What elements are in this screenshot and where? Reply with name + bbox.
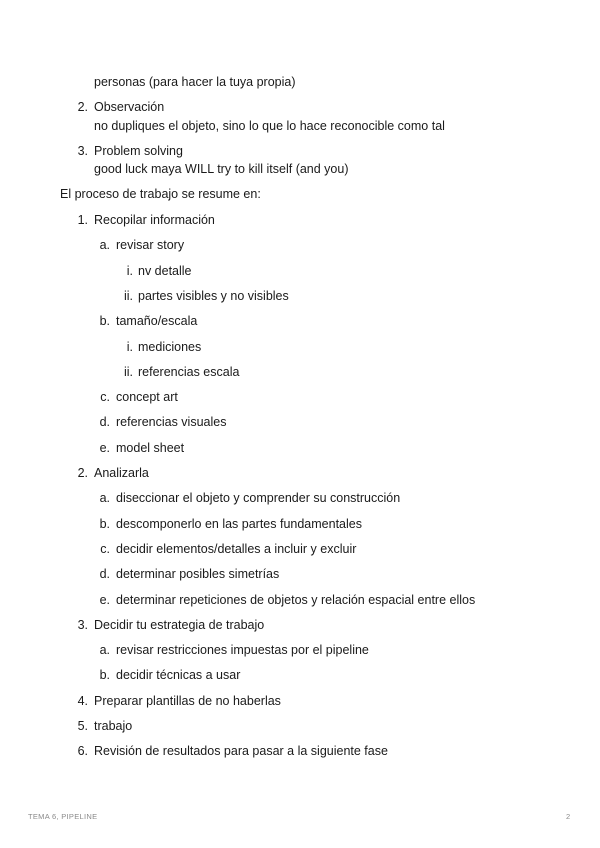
process-item-text: referencias visuales — [116, 415, 227, 429]
process-item-number: a. — [99, 238, 110, 252]
list-number: 2. — [77, 100, 88, 114]
process-heading: El proceso de trabajo se resume en: — [60, 187, 261, 201]
process-item-text: model sheet — [116, 441, 185, 455]
process-item-text: revisar story — [116, 238, 185, 252]
process-item-number: 2. — [77, 466, 88, 480]
list-item-title: Observación — [94, 100, 165, 114]
process-item-text: determinar posibles simetrías — [116, 567, 280, 581]
process-item-text: decidir técnicas a usar — [116, 668, 241, 682]
list-item-title: Problem solving — [94, 144, 183, 158]
process-item-number: a. — [99, 491, 110, 505]
process-item-number: 1. — [77, 213, 88, 227]
process-item-text: concept art — [116, 390, 178, 404]
process-item-number: 4. — [77, 694, 88, 708]
continuation-text: personas (para hacer la tuya propia) — [94, 75, 296, 89]
process-item-text: Revisión de resultados para pasar a la siguiente fase — [94, 744, 388, 758]
process-item-text: nv detalle — [138, 264, 192, 278]
process-item-number: ii. — [123, 289, 133, 303]
process-item-text: tamaño/escala — [116, 314, 198, 328]
process-item-number: c. — [100, 390, 110, 404]
process-item-text: revisar restricciones impuestas por el pipeline — [116, 643, 369, 657]
process-item-text: Preparar plantillas de no haberlas — [94, 694, 281, 708]
list-number: 3. — [77, 144, 88, 158]
process-item-number: d. — [99, 415, 110, 429]
process-item-text: Decidir tu estrategia de trabajo — [94, 618, 265, 632]
process-item-number: b. — [99, 314, 110, 328]
footer-title: TEMA 6, PIPELINE — [28, 812, 98, 821]
list-item-description: no dupliques el objeto, sino lo que lo hace reconocible como tal — [94, 119, 445, 133]
process-item-number: b. — [99, 668, 110, 682]
process-item-number: 6. — [77, 744, 88, 758]
process-item-text: mediciones — [138, 340, 202, 354]
process-item-text: referencias escala — [138, 365, 240, 379]
process-item-text: Recopilar información — [94, 213, 215, 227]
process-item-text: Analizarla — [94, 466, 149, 480]
process-item-number: 5. — [77, 719, 88, 733]
process-item-text: descomponerlo en las partes fundamentales — [116, 517, 362, 531]
process-item-number: e. — [99, 441, 110, 455]
process-item-text: determinar repeticiones de objetos y relación espacial entre ellos — [116, 593, 476, 607]
page-number: 2 — [566, 812, 571, 821]
process-item-text: trabajo — [94, 719, 133, 733]
process-item-number: 3. — [77, 618, 88, 632]
list-item-description: good luck maya WILL try to kill itself (and you) — [94, 162, 349, 176]
process-item-number: i. — [126, 264, 133, 278]
process-item-text: diseccionar el objeto y comprender su construcción — [116, 491, 401, 505]
process-item-text: partes visibles y no visibles — [138, 289, 289, 303]
process-item-text: decidir elementos/detalles a incluir y excluir — [116, 542, 357, 556]
process-item-number: c. — [100, 542, 110, 556]
process-item-number: a. — [99, 643, 110, 657]
process-item-number: e. — [99, 593, 110, 607]
process-item-number: ii. — [123, 365, 133, 379]
process-item-number: b. — [99, 517, 110, 531]
process-item-number: i. — [126, 340, 133, 354]
process-item-number: d. — [99, 567, 110, 581]
